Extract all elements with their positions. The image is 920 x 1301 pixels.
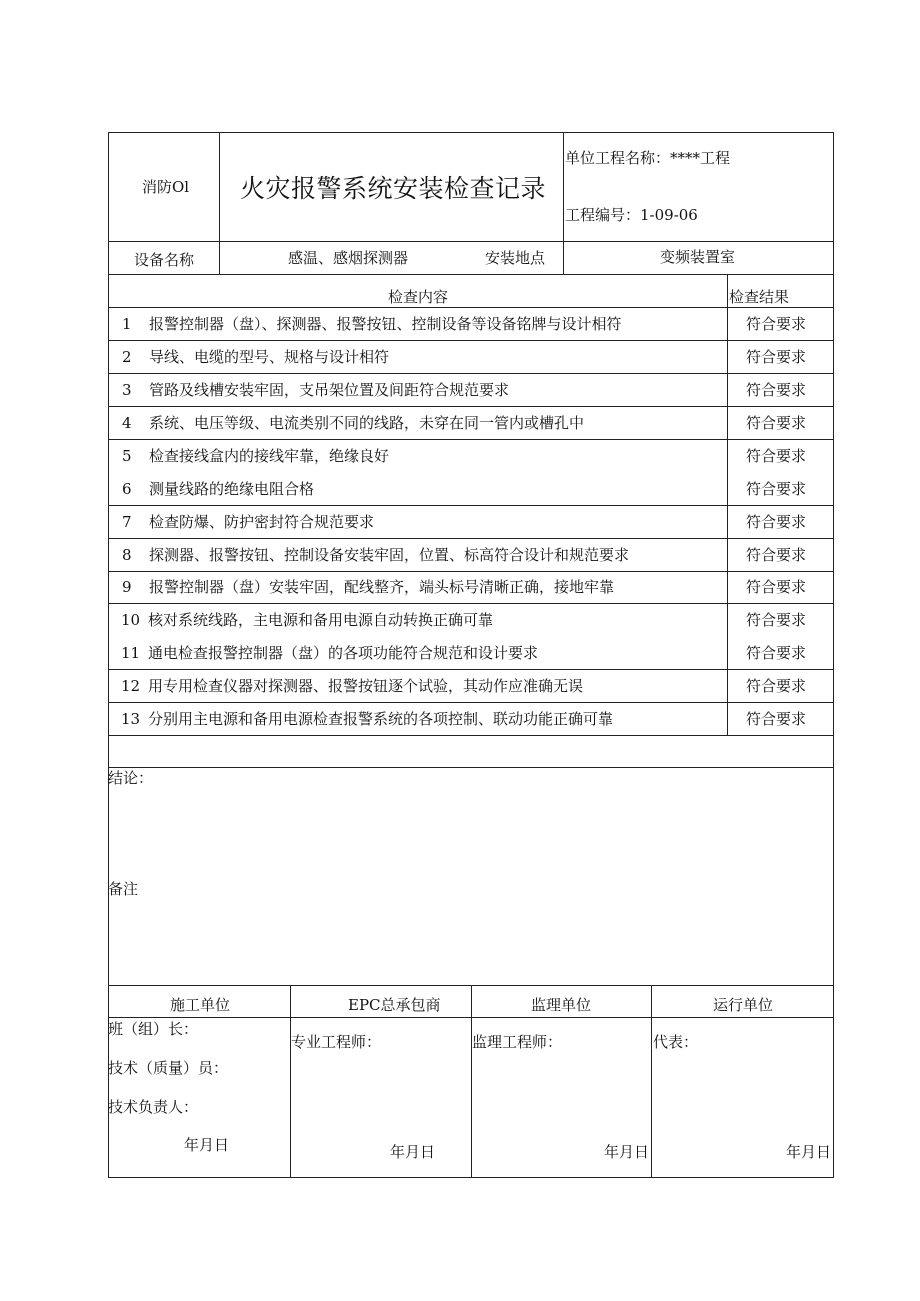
check-item-result: 符合要求 xyxy=(746,677,807,695)
representative-label: 代表： xyxy=(653,1033,699,1051)
check-item-content: 导线、电缆的型号、规格与设计相符 xyxy=(149,348,390,366)
check-item-result: 符合要求 xyxy=(746,480,807,498)
check-item-number: 13 xyxy=(121,710,141,728)
construction-date: 年月日 xyxy=(184,1136,230,1154)
install-location-label: 安装地点 xyxy=(485,249,546,267)
check-item-content: 核对系统线路，主电源和备用电源自动转换正确可靠 xyxy=(148,611,494,629)
tech-lead-label: 技术负责人： xyxy=(108,1098,199,1116)
check-item-content: 管路及线槽安装牢固，支吊架位置及间距符合规范要求 xyxy=(149,381,510,399)
unit-project-name: 单位工程名称：****工程 xyxy=(565,149,731,167)
check-item-number: 6 xyxy=(122,480,132,498)
check-item-number: 12 xyxy=(121,677,141,695)
check-item-result: 符合要求 xyxy=(746,447,807,465)
operation-unit-header: 运行单位 xyxy=(713,996,774,1014)
check-item-content: 探测器、报警按钮、控制设备安装牢固，位置、标高符合设计和规范要求 xyxy=(149,546,630,564)
form-title: 火灾报警系统安装检查记录 xyxy=(240,174,547,203)
epc-date: 年月日 xyxy=(390,1143,436,1161)
team-leader-label: 班（组）长： xyxy=(108,1020,199,1038)
check-item-number: 9 xyxy=(122,578,132,596)
project-number: 工程编号：1-09-06 xyxy=(565,206,698,224)
supervision-engineer-label: 监理工程师： xyxy=(472,1033,563,1051)
check-item-number: 8 xyxy=(122,546,132,564)
check-item-content: 报警控制器（盘）、探测器、报警按钮、控制设备等设备铭牌与设计相符 xyxy=(149,315,622,333)
check-item-content: 检查防爆、防护密封符合规范要求 xyxy=(149,513,375,531)
operation-date: 年月日 xyxy=(786,1143,832,1161)
check-content-header: 检查内容 xyxy=(388,288,449,306)
conclusion-label: 结论： xyxy=(108,769,154,787)
form-code: 消防Ol xyxy=(142,178,190,196)
check-item-number: 4 xyxy=(122,414,132,432)
check-item-number: 1 xyxy=(122,315,132,333)
supervision-unit-header: 监理单位 xyxy=(531,996,592,1014)
check-item-content: 测量线路的绝缘电阻合格 xyxy=(149,480,315,498)
check-item-result: 符合要求 xyxy=(746,513,807,531)
check-item-content: 通电检查报警控制器（盘）的各项功能符合规范和设计要求 xyxy=(148,644,539,662)
check-item-result: 符合要求 xyxy=(746,611,807,629)
check-item-number: 11 xyxy=(121,644,141,662)
check-item-content: 用专用检查仪器对探测器、报警按钮逐个试验，其动作应准确无误 xyxy=(148,677,584,695)
check-item-result: 符合要求 xyxy=(746,315,807,333)
check-item-result: 符合要求 xyxy=(746,381,807,399)
check-item-content: 检查接线盒内的接线牢靠，绝缘良好 xyxy=(149,447,390,465)
check-item-result: 符合要求 xyxy=(746,710,807,728)
check-item-number: 7 xyxy=(122,513,132,531)
check-item-result: 符合要求 xyxy=(746,644,807,662)
install-location-value: 变频装置室 xyxy=(660,248,736,266)
check-item-result: 符合要求 xyxy=(746,546,807,564)
check-result-header: 检查结果 xyxy=(729,288,790,306)
check-item-content: 分别用主电源和备用电源检查报警系统的各项控制、联动功能正确可靠 xyxy=(148,710,614,728)
remarks-label: 备注 xyxy=(108,880,139,898)
epc-contractor-header: EPC总承包商 xyxy=(348,996,441,1014)
check-item-content: 报警控制器（盘）安装牢固，配线整齐，端头标号清晰正确，接地牢靠 xyxy=(149,578,615,596)
check-item-result: 符合要求 xyxy=(746,348,807,366)
check-item-result: 符合要求 xyxy=(746,414,807,432)
check-item-number: 10 xyxy=(121,611,141,629)
construction-unit-header: 施工单位 xyxy=(170,996,231,1014)
check-item-number: 3 xyxy=(122,381,132,399)
check-item-result: 符合要求 xyxy=(746,578,807,596)
supervision-date: 年月日 xyxy=(604,1143,650,1161)
equipment-name-value: 感温、感烟探测器 xyxy=(288,249,409,267)
check-item-number: 2 xyxy=(122,348,132,366)
check-item-content: 系统、电压等级、电流类别不同的线路，未穿在同一管内或槽孔中 xyxy=(149,414,585,432)
equipment-name-label: 设备名称 xyxy=(134,251,195,269)
quality-officer-label: 技术（质量）员： xyxy=(108,1059,229,1077)
check-item-number: 5 xyxy=(122,447,132,465)
specialist-engineer-label: 专业工程师： xyxy=(291,1033,382,1051)
